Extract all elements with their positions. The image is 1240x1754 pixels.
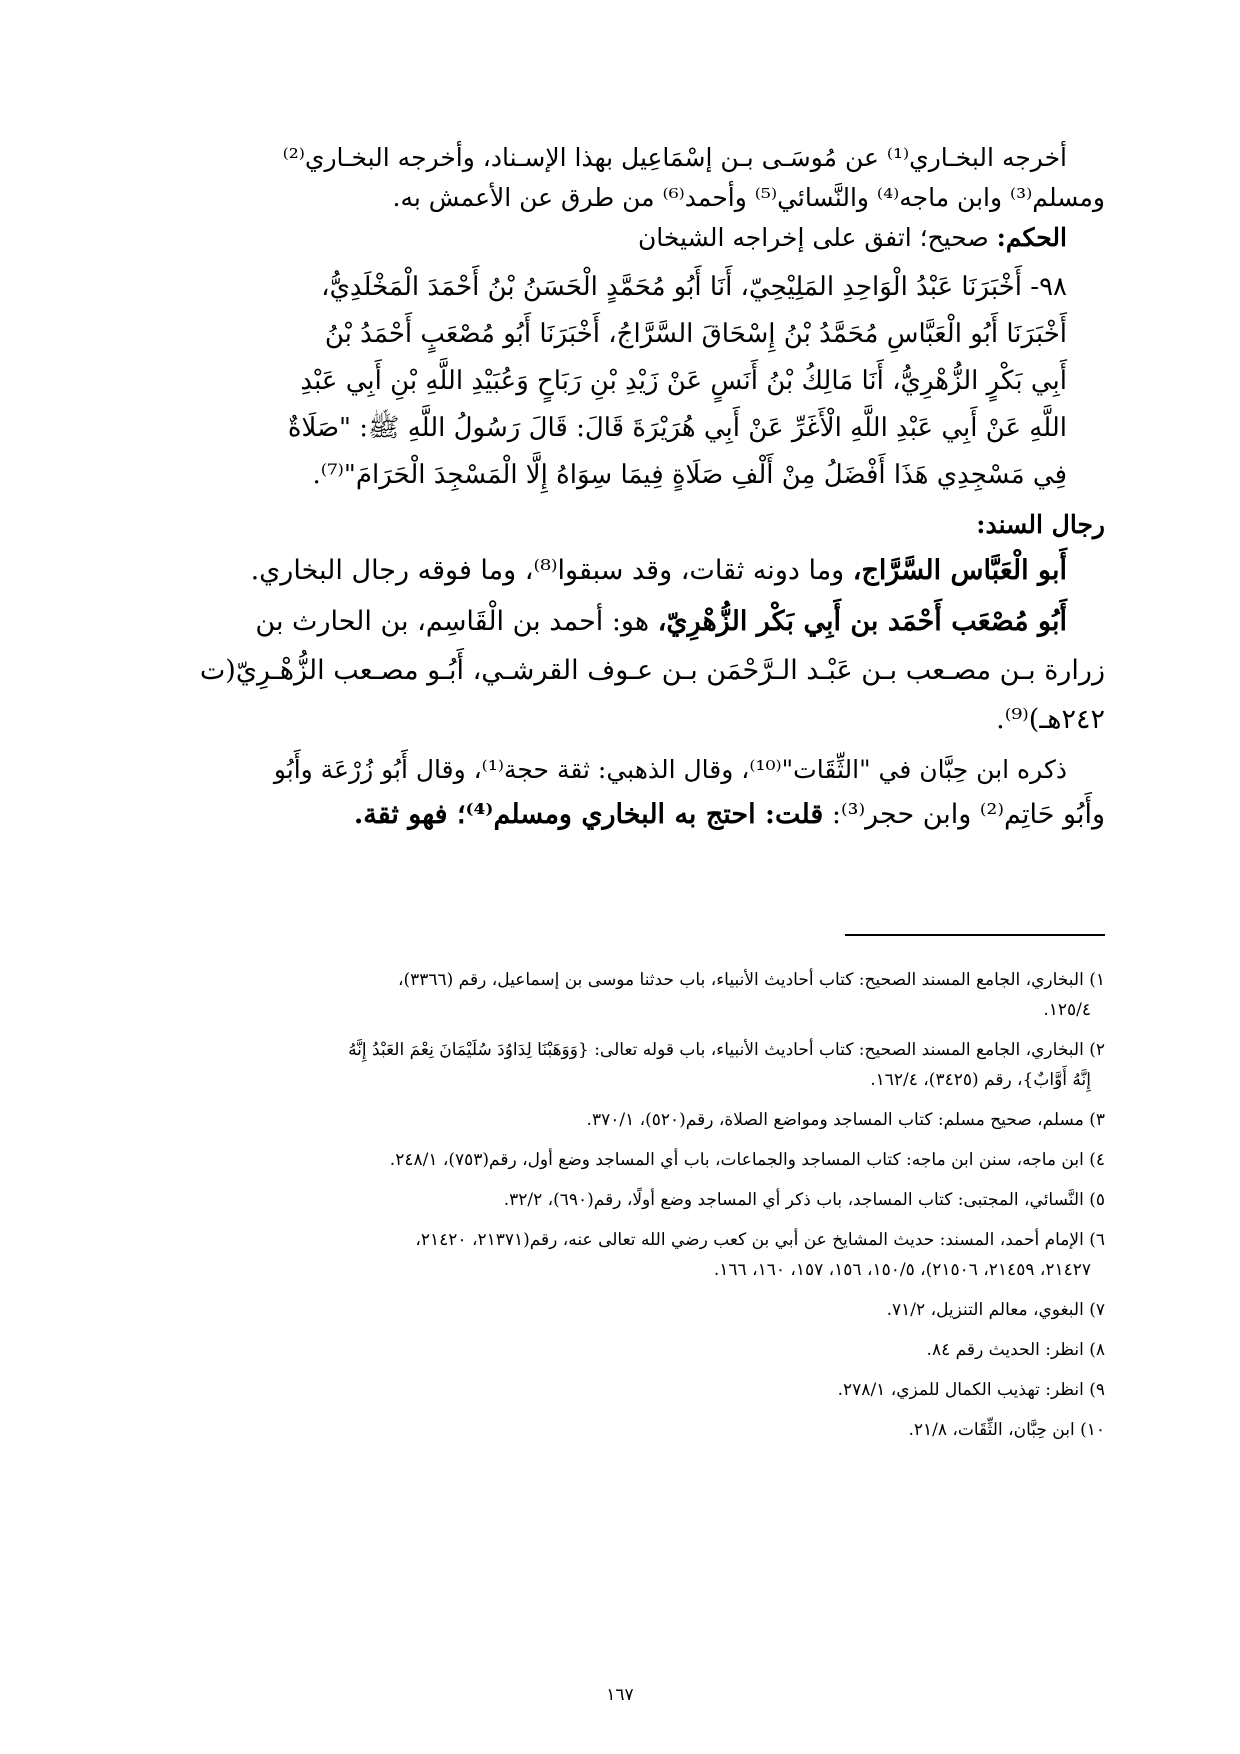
footnote-separator <box>845 934 1105 936</box>
narrator-1-text: وما دونه ثقات، وقد سبقوا⁽⁸⁾، وما فوقه رجال البخاري. <box>250 555 853 586</box>
narrator-2 <box>135 597 1105 646</box>
footnote-continuation: إِنَّهُ أَوَّابٌ}، رقم (٣٤٢٥)، ١٦٢/٤. <box>870 1070 1091 1090</box>
hadith-line-2: أَخْبَرَنَا أَبُو الْعَبَّاسِ مُحَمَّدُ بْنُ إِسْحَاقَ السَّرَّاجُ، أَخْبَرَنَا أَبُو مُصْعَبٍ أَحْمَدُ بْنُ <box>324 319 1067 349</box>
footnote-text: ١٠) ابن حِبَّان، الثِّقَات، ٢١/٨. <box>908 1420 1105 1440</box>
footnote-7 <box>135 1295 1105 1325</box>
takhrij-line-1: أخرجه البخـاري⁽¹⁾ عن مُوسَـى بـن إسْمَاعِيل بهذا الإسـناد، وأخرجه البخـاري⁽²⁾ <box>282 143 1067 172</box>
narrator-2-line-2: زرارة بـن مصـعب بـن عَبْـد الـرَّحْمَن بـن عـوف القرشـي، أَبُـو مصـعب الزُّهْـرِيّ(ت <box>199 655 1105 686</box>
footnote-continuation: ٢١٤٢٧، ٢١٤٥٩، ٢١٥٠٦)، ١٥٠/٥، ١٥٦، ١٥٧، ١٦٠، ١٦٦. <box>713 1260 1091 1280</box>
hadith-98 <box>135 264 1105 499</box>
narrator-1 <box>135 545 1105 597</box>
main-text <box>135 138 1105 839</box>
grading-line-2-plain: وأَبُو حَاتِم⁽²⁾ وابن حجر⁽³⁾: <box>823 799 1105 830</box>
page-number: ١٦٧ <box>606 1685 634 1705</box>
hadith-line-4: اللَّهِ عَنْ أَبِي عَبْدِ اللَّهِ الْأَغَرِّ عَنْ أَبِي هُرَيْرَةَ قَالَ: قَالَ رَسُولُ اللَّهِ ﷺ: "صَلَاةٌ <box>287 413 1067 443</box>
takhrij-line-2: ومسلم⁽³⁾ وابن ماجه⁽⁴⁾ والنَّسائي⁽⁵⁾ وأحمد⁽⁶⁾ من طرق عن الأعمش به. <box>392 183 1105 212</box>
ruling-line <box>135 218 1105 258</box>
footnote-9 <box>135 1375 1105 1405</box>
hadith-line-3: أَبِي بَكْرٍ الزُّهْرِيُّ، أَنَا مَالِكُ بْنُ أَنَسٍ عَنْ زَيْدِ بْنِ رَبَاحٍ وَعُبَيْدِ اللَّهِ بْنِ أَبِي عَبْدِ <box>300 366 1067 396</box>
footnote-3 <box>135 1105 1105 1135</box>
footnote-text: ٥) النَّسائي، المجتبى: كتاب المساجد، باب ذكر أي المساجد وضع أولًا، رقم(٦٩٠)، ٣٢/٢. <box>503 1190 1105 1210</box>
footnote-8 <box>135 1335 1105 1365</box>
footnote-10 <box>135 1415 1105 1445</box>
footnote-5 <box>135 1185 1105 1215</box>
narrator-1-name: أَبو الْعَبَّاس السَّرَّاج، <box>852 555 1067 586</box>
narrator-2-text: هو: أحمد بن الْقَاسِم، بن الحارث بن <box>255 606 658 637</box>
footnote-text: ٧) البغوي، معالم التنزيل، ٧١/٢. <box>886 1300 1105 1320</box>
footnote-text: ٩) انظر: تهذيب الكمال للمزي، ٢٧٨/١. <box>837 1380 1105 1400</box>
grading-line-1: ذكره ابن حِبَّان في "الثِّقَات"⁽¹⁰⁾، وقال الذهبي: ثقة حجة⁽¹⁾، وقال أَبُو زُرْعَة وأَبُو <box>273 755 1067 784</box>
footnote-text: ٤) ابن ماجه، سنن ابن ماجه: كتاب المساجد والجماعات، باب أي المساجد وضع أول، رقم(٧٥٣)، ٢٤٨/١. <box>389 1150 1105 1170</box>
footnote-text: ٦) الإمام أحمد، المسند: حديث المشايخ عن أبي بن كعب رضي الله تعالى عنه، رقم(٢١٣٧١، ٢١٤٢٠، <box>415 1230 1105 1250</box>
hadith-line-5: فِي مَسْجِدِي هَذَا أَفْضَلُ مِنْ أَلْفِ صَلَاةٍ فِيمَا سِوَاهُ إِلَّا الْمَسْجِدَ الْحَرَامَ"⁽⁷⁾. <box>312 460 1067 490</box>
footnote-6 <box>135 1225 1105 1285</box>
narrator-2-line-3: ٢٤٢هـ)⁽⁹⁾. <box>996 704 1105 735</box>
footnote-text: ٨) انظر: الحديث رقم ٨٤. <box>926 1340 1105 1360</box>
footnote-1 <box>135 965 1105 1025</box>
grading-verdict: قلت: احتج به البخاري ومسلم⁽⁴⁾؛ فهو ثقة. <box>353 799 824 830</box>
footnote-text: ١) البخاري، الجامع المسند الصحيح: كتاب أحاديث الأنبياء، باب حدثنا موسى بن إسماعيل، رقم (٣٣٦٦)، <box>397 970 1105 990</box>
footnote-continuation: ١٢٥/٤. <box>1043 1000 1091 1020</box>
ruling-label: الحكم: <box>996 223 1067 252</box>
footnote-text: ٣) مسلم، صحيح مسلم: كتاب المساجد ومواضع الصلاة، رقم(٥٢٠)، ٣٧٠/١. <box>586 1110 1105 1130</box>
footnotes <box>135 965 1105 1455</box>
grading-line-2 <box>135 790 1105 839</box>
ruling-text: صحيح؛ اتفق على إخراجه الشيخان <box>637 223 997 252</box>
narrator-2-name: أَبُو مُصْعَب أَحْمَد بن أَبِي بَكْر الزُّهْرِيّ، <box>657 606 1067 637</box>
footnote-2 <box>135 1035 1105 1095</box>
rijal-heading: رجال السند: <box>976 510 1105 539</box>
footnote-text: ٢) البخاري، الجامع المسند الصحيح: كتاب أحاديث الأنبياء، باب قوله تعالى: {وَوَهَبْنَا لِدَاوُدَ سُلَيْمَانَ نِعْمَ العَبْدُ إِنَّهُ <box>348 1040 1105 1060</box>
footnote-4 <box>135 1145 1105 1175</box>
hadith-line-1: ٩٨- أَخْبَرَنَا عَبْدُ الْوَاحِدِ المَلِيْحِيّ، أَنَا أَبُو مُحَمَّدٍ الْحَسَنُ بْنُ أَحْمَدَ الْمَخْلَدِيُّ، <box>321 272 1067 302</box>
